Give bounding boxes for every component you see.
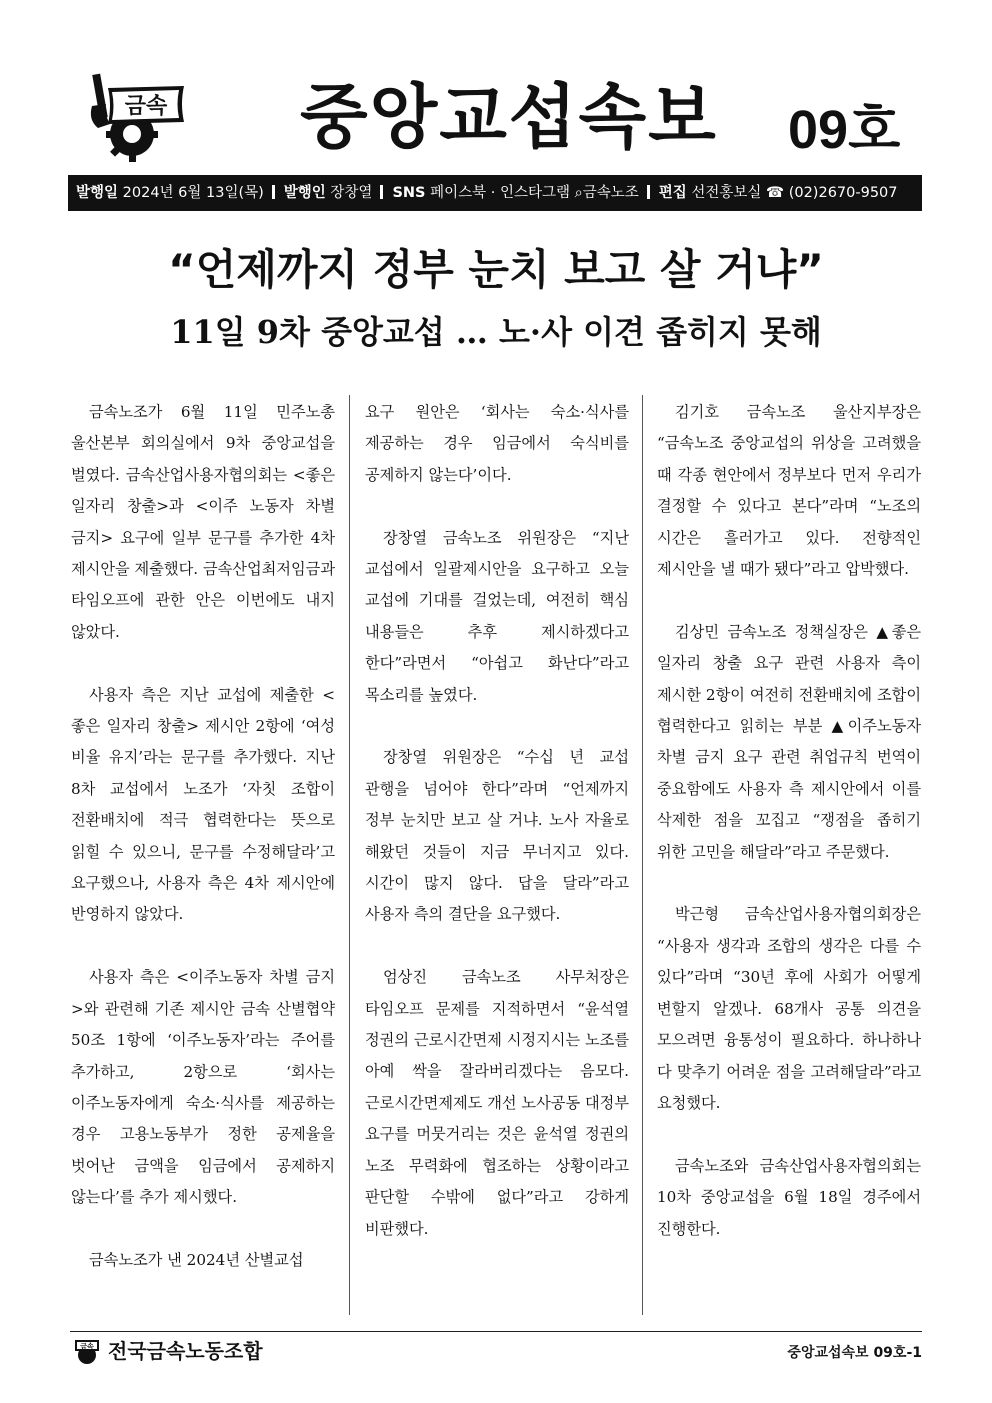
- divider: [380, 185, 383, 199]
- paragraph: 금속노조가 낸 2024년 산별교섭: [89, 1250, 304, 1269]
- sns-label: SNS: [392, 185, 426, 201]
- footer-divider: [70, 1331, 922, 1332]
- article-column-2: [365, 397, 629, 1276]
- footer-organization: 전국금속노동조합: [108, 1339, 263, 1363]
- paragraph: 사용자 측은 <이주노동자 차별 금지>와 관련해 기존 제시안 금속 산별협약 50조 1항에 ‘이주노동자’라는 주어를 추가하고, 2항으로 ‘회사는 이주노동자에게 숙소·식사를 제공하는 경우 고용노동부가 정한 공제율을 벗어난 금액을 임금에서 공제하지 않는다’를 추가 제시했다.: [71, 968, 335, 1207]
- date-value: 2024년 6월 13일(목): [122, 185, 264, 201]
- paragraph: 금속노조와 금속산업사용자협의회는 10차 중앙교섭을 6월 18일 경주에서 진행한다.: [657, 1156, 921, 1238]
- editor-value: 선전홍보실: [691, 185, 762, 201]
- paragraph: 박근형 금속산업사용자협의회장은 “사용자 생각과 조합의 생각은 다를 수 있다”라며 “30년 후에 사회가 어떻게 변할지 알겠나. 68개사 공통 의견을 모으려면 융통성이 필요하다. 하나하나 다 맞추기 어려운 점을 고려해달라”라고 요청했다.: [657, 905, 921, 1112]
- footer-page-label: 중앙교섭속보 09호-1: [787, 1345, 922, 1361]
- publication-info-bar: [68, 175, 922, 211]
- footer-logo-text: 금속: [80, 1342, 94, 1351]
- paragraph: 금속노조가 6월 11일 민주노총 울산본부 회의실에서 9차 중앙교섭을 벌였다. 금속산업사용자협의회는 <좋은 일자리 창출>과 <이주 노동자 차별 금지> 요구에 일부 문구를 추가한 4차 제시안을 제출했다. 금속산업최저임금과 타임오프에 관한 안은 이번에도 내지 않았다.: [71, 403, 335, 641]
- paragraph: 김기호 금속노조 울산지부장은 “금속노조 중앙교섭의 위상을 고려했을 때 각종 현안에서 정부보다 먼저 우리가 결정할 수 있다고 본다”라며 “노조의 시간은 흘러가고 있다. 전향적인 제시안을 낼 때가 됐다”라고 압박했다.: [657, 403, 921, 579]
- paragraph: 사용자 측은 지난 교섭에 제출한 <좋은 일자리 창출> 제시안 2항에 ‘여성 비율 유지’라는 문구를 추가했다. 지난 8차 교섭에서 노조가 ‘자칫 조합이 전환배치에 적극 협력한다는 뜻으로 읽힐 수 있으니, 문구를 수정해달라’고 요구했으나, 사용자 측은 4차 제시안에 반영하지 않았다.: [71, 685, 335, 924]
- paragraph: 김상민 금속노조 정책실장은 ▲좋은 일자리 창출 요구 관련 사용자 측이 제시한 2항이 여전히 전환배치에 조합이 협력한다고 읽히는 부분 ▲이주노동자 차별 금지 요구 관련 취업규칙 번역이 중요함에도 사용자 측 제시안에서 이를 삭제한 점을 꼬집고 “쟁점을 좁히기 위한 고민을 해달라”라고 주문했다.: [657, 622, 921, 861]
- phone-value: (02)2670-9507: [788, 185, 898, 201]
- headline: “언제까지 정부 눈치 보고 살 거냐”: [168, 245, 824, 294]
- publisher-value: 장창열: [330, 185, 373, 201]
- footer-union-logo: [72, 1337, 102, 1365]
- publisher-label: 발행인: [283, 185, 326, 201]
- divider: [647, 185, 650, 199]
- phone-icon: ☎: [766, 185, 785, 201]
- editor-label: 편집: [658, 185, 687, 201]
- subheadline: 11일 9차 중앙교섭 … 노·사 이견 좁히지 못해: [170, 313, 822, 351]
- divider: [272, 185, 275, 199]
- issue-number: 09호: [788, 100, 901, 160]
- article-column-1: [71, 397, 335, 1308]
- sns-value: 페이스북 · 인스타그램 ⌕금속노조: [430, 185, 639, 201]
- paragraph: 장창열 위원장은 “수십 년 교섭 관행을 넘어야 한다”라며 “언제까지 정부 눈치만 보고 살 거냐. 노사 자율로 해왔던 것들이 지금 무너지고 있다. 시간이 많지 않다. 답을 달라”라고 사용자 측의 결단을 요구했다.: [365, 748, 629, 924]
- column-divider: [349, 395, 350, 1315]
- paragraph: 엄상진 금속노조 사무처장은 타임오프 문제를 지적하면서 “윤석열 정권의 근로시간면제 시정지시는 노조를 아예 싹을 잘라버리겠다는 음모다. 근로시간면제제도 개선 노사공동 대정부 요구를 머뭇거리는 것은 윤석열 정권의 노조 무력화에 협조하는 상황이라고 판단할 수밖에 없다”라고 강하게 비판했다.: [365, 968, 629, 1238]
- logo-text: 금속: [124, 94, 168, 119]
- masthead-title: 중앙교섭속보: [300, 76, 718, 158]
- paragraph: 요구 원안은 ‘회사는 숙소·식사를 제공하는 경우 임금에서 숙식비를 공제하지 않는다’이다.: [365, 403, 629, 484]
- union-logo: [86, 66, 188, 166]
- column-divider: [642, 395, 643, 1315]
- paragraph: 장창열 금속노조 위원장은 “지난 교섭에서 일괄제시안을 요구하고 오늘 교섭에 기대를 걸었는데, 여전히 핵심 내용들은 추후 제시하겠다고 한다”라면서 “아쉽고 화난다”라고 목소리를 높였다.: [365, 528, 629, 704]
- date-label: 발행일: [76, 185, 119, 201]
- article-column-3: [657, 397, 921, 1276]
